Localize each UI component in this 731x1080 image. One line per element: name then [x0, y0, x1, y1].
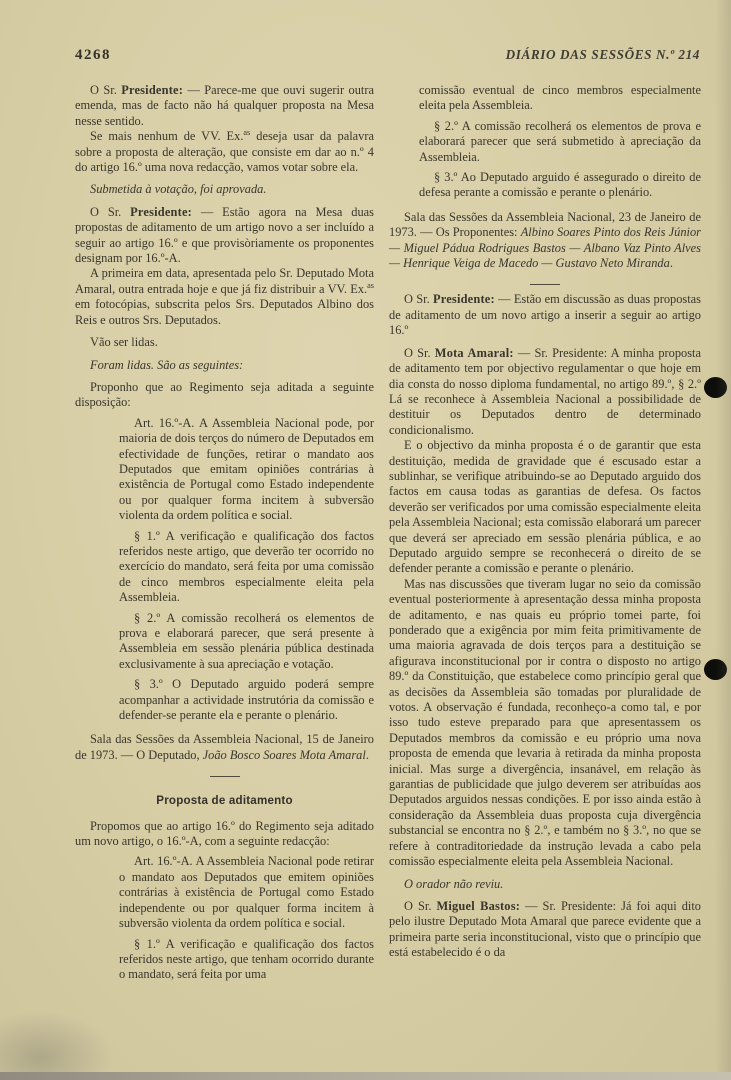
text-run: — Estão em discussão as duas propostas de aditamento de um novo artigo a inserir a seguir ao artigo 16.º [389, 292, 701, 338]
left-column [75, 83, 374, 983]
speech-paragraph [75, 205, 374, 267]
text-run: . [365, 747, 369, 762]
text-run: deseja usar da palavra sobre a proposta de alteração, que consiste em dar ao n.º 4 do artigo 16.º uma nova redacção, vamos votar sobre ela. [75, 129, 374, 175]
text-run: O Sr. [404, 345, 435, 360]
text-run: O Sr. [404, 898, 437, 913]
speaker-name: Presidente: [121, 83, 184, 97]
speech-paragraph [389, 292, 701, 338]
text-run: em fotocópias, subscrita pelos Srs. Deputados Albino dos Reis e outros Srs. Deputados. [75, 297, 374, 327]
text-run: — Parece-me que ouvi sugerir outra emenda, mas de facto não há qualquer proposta na Mesa nesse sentido. [75, 83, 375, 128]
article-block: § 2.º A comissão recolherá os elementos de prova e elaborará parecer, que será presente à Assembleia em sessão plenária pública destinada exclusivamente à sua apreciação e votação. [119, 610, 374, 671]
speech-paragraph [389, 899, 701, 961]
stage-direction: Submetida à votação, foi aprovada. [90, 182, 267, 197]
article-block: § 2.º A comissão recolherá os elementos de prova e elaborará parecer que será submetido à apreciação da Assembleia. [419, 118, 701, 164]
speech-paragraph: Mas nas discussões que tiveram lugar no seio da comissão eventual posteriormente à apresentação dessa minha proposta de aditamento, e nas quais eu próprio tomei parte, foi ponderado que a exigência por mim feita primitivamente de uma maioria agravada de dois terços para a destituição se afigurava inconstitucional por ir contra o disposto no artigo 89.º da Constituição, que estabelece como princípio geral que as decisões da Assembleia são tomadas por pluralidade de votos. A observação é fundada, reconheço-a como tal, e por isso tudo esteve preparado para que apresentassem os Deputados membros da comissão e eu próprio uma nova proposta de emenda que levaria à retirada da minha proposta inicial. Mas surge a divergência, insanável, em relação às garantias de publicidade que julgo deverem ser atribuídas aos Deputados arguidos nessas condições. E por isso ainda estão à consideração da Assembleia duas proposta cuja divergência substancial se encontra no § 2.º, e também no § 3.º, no que se refere à contraditoriedade da instrução levada a cabo pela comissão especialmente eleita pela Assembleia Nacional. [389, 576, 701, 869]
text-run: — Sr. Presidente: Já foi aqui dito pelo ilustre Deputado Mota Amaral que parece evidente que a primeira parte seria inconstitucional, visto que o princípio que está estabelecido é o da [389, 898, 701, 960]
article-block: § 1.º A verificação e qualificação dos factos referidos neste artigo, que tenham ocorrido durante o mandato, será feita por uma [119, 936, 374, 982]
speech-paragraph: E o objectivo da minha proposta é o de garantir que esta destituição, medida de gravidade que é escusado estar a sublinhar, se verifique atribuindo-se ao Deputado arguido dos factos em causa todas as garantias de defesa. Os factos deverão ser verificados por uma comissão especialmente eleita pela Assembleia Nacional; esta comissão elaborará um parecer que deverá ser apreciado em sessão plenária pública, e ao Deputado arguido sempre se reconhecerá o direito de se defender perante a comissão e perante o plenário. [389, 438, 701, 576]
speaker-name: Presidente: [432, 292, 495, 307]
text-run: — Sr. Presidente: A minha proposta de aditamento tem por objectivo regulamentar o que hoje em dia consta do nosso diploma fundamental, no artigo 89.º, § 2.º Lá se reconhece à Assembleia Nacional a possibilidade de destituir os Deputados dentro de determinado condicionalismo. [389, 345, 702, 437]
deputy-name: João Bosco Soares Mota Amaral [202, 747, 366, 762]
speech-paragraph [75, 83, 374, 129]
speaker-name: Miguel Bastos: [436, 898, 521, 913]
proposal-paragraph: Proponho que ao Regimento seja aditada a seguinte disposição: [75, 379, 374, 410]
proponents-names: Albino Soares Pinto dos Reis Júnior — Miguel Pádua Rodrigues Bastos — Albano Vaz Pinto Alves — Henrique Veiga de Macedo — Gustavo Neto Miranda [389, 225, 701, 271]
stage-direction: Foram lidas. São as seguintes: [90, 357, 244, 372]
text-run: O Sr. [404, 292, 433, 307]
text-run: Se mais nenhum de VV. Ex. [90, 129, 244, 144]
text-run: Sala das Sessões da Assembleia Nacional, 15 de Janeiro de 1973. — O Deputado, [75, 732, 374, 762]
article-block: § 1.º A verificação e qualificação dos factos referidos neste artigo, que deverão ter ocorrido no exercício do mandato, será feita por uma comissão de cinco membros especialmente eleita pela Assembleia. [119, 528, 374, 605]
superscript: as [243, 128, 251, 138]
page-edge-shade [715, 0, 731, 1080]
corner-shadow [0, 1010, 115, 1080]
article-block: Art. 16.º-A. A Assembleia Nacional pode, por maioria de dois terços do número de Deputados em efectividade de funções, retirar o mandato aos Deputados que emitam opiniões contrárias à existência de Portugal como Estado independente ou por qualquer forma incitem à subversão violenta da ordem política e social. [119, 415, 374, 523]
page-bottom-edge [0, 1072, 731, 1080]
right-column [389, 83, 701, 961]
article-block-continuation: comissão eventual de cinco membros especialmente eleita pela Assembleia. [419, 83, 701, 113]
stage-direction: O orador não reviu. [404, 876, 504, 891]
superscript: as [367, 280, 374, 290]
article-block: § 3.º O Deputado arguido poderá sempre acompanhar a actividade instrutória da comissão e defender-se perante ela e perante o plenário. [119, 677, 374, 723]
article-block: Art. 16.º-A. A Assembleia Nacional pode retirar o mandato aos Deputados que emitem opiniões contrárias à existência de Portugal como Estado independente ou por qualquer forma incitem à subversão violenta da ordem política e social. [119, 854, 374, 931]
section-rule [210, 776, 240, 777]
journal-title: DIÁRIO DAS SESSÕES N.º 214 [505, 47, 700, 62]
text-run: . [669, 256, 673, 271]
text-run: O Sr. [90, 83, 122, 97]
page-header [75, 47, 700, 63]
section-rule [530, 284, 560, 285]
speech-paragraph [75, 129, 374, 175]
speaker-name: Mota Amaral: [434, 345, 514, 360]
signature-block [75, 732, 374, 763]
text-run: A primeira em data, apresentada pelo Sr. Deputado Mota Amaral, outra entrada hoje e que já fiz distribuir a VV. Ex. [75, 266, 374, 296]
speaker-name: Presidente: [130, 204, 192, 219]
speech-paragraph: Vão ser lidas. [90, 335, 158, 350]
text-run: — Estão agora na Mesa duas propostas de aditamento de um artigo novo a ser incluído a seguir ao artigo 16.º e que provisòriamente os proponentes designam por 16.º-A. [75, 204, 374, 266]
article-block: § 3.º Ao Deputado arguido é assegurado o direito de defesa perante a comissão e perante o plenário. [419, 170, 701, 200]
proposal-paragraph: Propomos que ao artigo 16.º do Regimento seja aditado um novo artigo, o 16.º-A, com a seguinte redacção: [75, 818, 374, 849]
section-heading: Proposta de aditamento [156, 794, 293, 808]
speech-paragraph [389, 346, 701, 438]
text-run: O Sr. [90, 204, 131, 219]
text-run: Sala das Sessões da Assembleia Nacional, 23 de Janeiro de 1973. — Os Proponentes: [389, 209, 701, 240]
page-number: 4268 [75, 47, 111, 63]
signature-block [389, 210, 701, 272]
speech-paragraph [75, 266, 374, 328]
